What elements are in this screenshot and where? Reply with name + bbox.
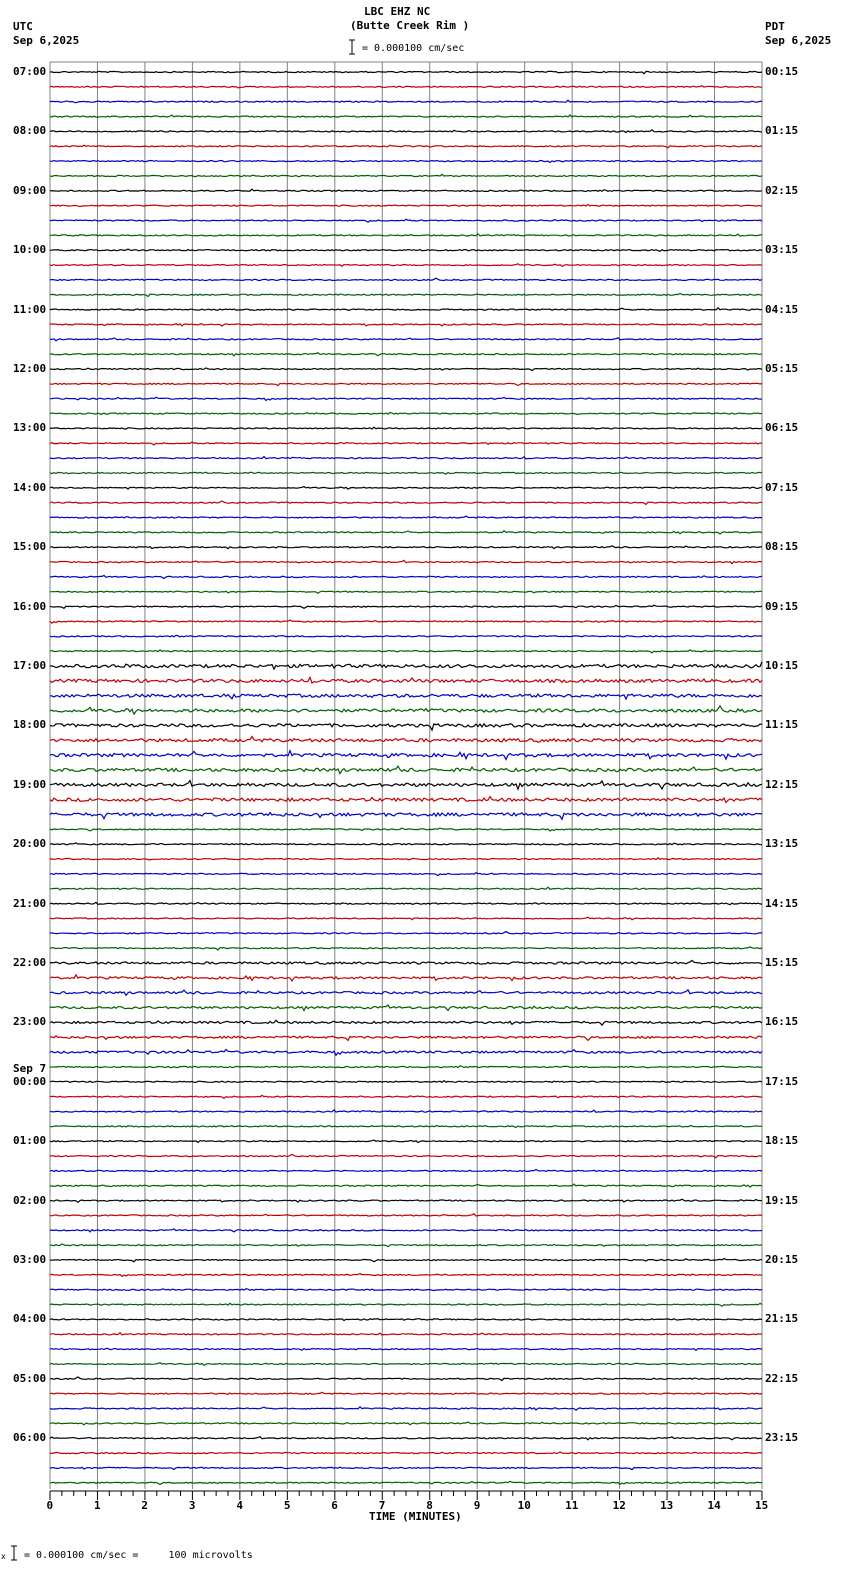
trace-13	[50, 264, 762, 267]
left-hour-label: 15:00	[13, 540, 47, 554]
left-hour-label: 23:00	[13, 1015, 47, 1029]
trace-74	[50, 1170, 762, 1172]
trace-50	[50, 813, 762, 820]
left-hour-label: 16:00	[13, 599, 47, 613]
trace-42	[50, 694, 762, 699]
x-tick-label-3: 3	[188, 1499, 196, 1512]
left-hour-label: 08:00	[13, 124, 47, 138]
x-tick-label-4: 4	[236, 1499, 243, 1512]
trace-63	[50, 1005, 762, 1011]
x-tick-label-7: 7	[378, 1499, 386, 1512]
trace-60	[50, 960, 762, 964]
right-hour-label: 19:15	[765, 1193, 799, 1207]
right-hour-label: 00:15	[765, 65, 799, 78]
date-change-label: Sep 7	[13, 1062, 47, 1075]
trace-58	[50, 932, 762, 934]
x-tick-label-1: 1	[93, 1499, 101, 1512]
trace-4	[50, 130, 762, 133]
trace-95	[50, 1481, 762, 1484]
left-hour-label: 20:00	[13, 837, 47, 851]
x-tick-label-0: 0	[46, 1499, 54, 1512]
trace-67	[50, 1066, 762, 1068]
trace-77	[50, 1214, 762, 1216]
left-hour-label: 07:00	[13, 65, 47, 78]
right-hour-label: 12:15	[765, 777, 799, 791]
trace-39	[50, 650, 762, 653]
left-hour-label: 12:00	[13, 362, 47, 375]
trace-24	[50, 427, 762, 429]
x-tick-label-14: 14	[707, 1499, 721, 1512]
trace-75	[50, 1184, 762, 1187]
time-axis	[50, 1491, 762, 1500]
trace-9	[50, 204, 762, 206]
right-hour-label: 09:15	[765, 599, 799, 613]
trace-55	[50, 887, 762, 890]
trace-36	[50, 605, 762, 608]
trace-17	[50, 324, 762, 327]
left-hour-label: 19:00	[13, 777, 47, 791]
trace-41	[50, 677, 762, 683]
trace-23	[50, 413, 762, 415]
trace-56	[50, 902, 762, 904]
trace-11	[50, 234, 762, 236]
trace-32	[50, 546, 762, 549]
trace-62	[50, 990, 762, 996]
left-date: Sep 6,2025	[13, 34, 80, 47]
trace-20	[50, 368, 762, 371]
trace-82	[50, 1289, 762, 1291]
right-hour-label: 15:15	[765, 956, 799, 969]
left-hour-label: 02:00	[13, 1193, 47, 1207]
right-hour-label: 01:15	[765, 124, 799, 138]
right-hour-label: 07:15	[765, 480, 799, 494]
trace-90	[50, 1407, 762, 1410]
left-hour-label: 22:00	[13, 956, 47, 969]
trace-2	[50, 100, 762, 103]
right-date: Sep 6,2025	[765, 34, 832, 47]
trace-19	[50, 353, 762, 356]
right-hour-label: 13:15	[765, 837, 799, 851]
x-tick-label-9: 9	[473, 1499, 481, 1512]
right-hour-label: 23:15	[765, 1431, 799, 1445]
trace-86	[50, 1348, 762, 1350]
x-tick-label-11: 11	[565, 1499, 579, 1512]
x-axis-label: TIME (MINUTES)	[369, 1510, 462, 1523]
right-hour-label: 03:15	[765, 243, 799, 257]
left-hour-label: 10:00	[13, 243, 47, 257]
trace-40	[50, 662, 762, 669]
trace-30	[50, 516, 762, 518]
trace-7	[50, 174, 762, 176]
trace-47	[50, 766, 762, 774]
trace-81	[50, 1274, 762, 1277]
right-timezone: PDT	[765, 20, 785, 33]
right-hour-label: 14:15	[765, 896, 799, 910]
trace-6	[50, 161, 762, 163]
x-tick-label-12: 12	[612, 1499, 626, 1512]
trace-12	[50, 249, 762, 251]
trace-45	[50, 737, 762, 743]
trace-71	[50, 1126, 762, 1128]
header-scale-text: = 0.000100 cm/sec	[362, 43, 465, 54]
trace-79	[50, 1244, 762, 1247]
right-hour-label: 08:15	[765, 540, 799, 554]
right-hour-label: 21:15	[765, 1312, 799, 1326]
trace-0	[50, 71, 762, 73]
right-hour-label: 05:15	[765, 362, 799, 375]
right-hour-label: 10:15	[765, 659, 799, 672]
x-tick-label-8: 8	[426, 1499, 433, 1512]
trace-18	[50, 338, 762, 341]
trace-49	[50, 797, 762, 803]
left-timezone: UTC	[13, 20, 33, 33]
trace-57	[50, 917, 762, 920]
trace-93	[50, 1452, 762, 1454]
trace-29	[50, 501, 762, 505]
trace-25	[50, 442, 762, 445]
trace-76	[50, 1199, 762, 1202]
trace-53	[50, 858, 762, 860]
trace-61	[50, 975, 762, 981]
left-hour-label: 18:00	[13, 718, 47, 732]
left-hour-label: 06:00	[13, 1431, 47, 1445]
trace-54	[50, 873, 762, 876]
x-tick-label-10: 10	[517, 1499, 531, 1512]
trace-21	[50, 383, 762, 385]
left-hour-label: 09:00	[13, 183, 47, 197]
station-location: (Butte Creek Rim )	[350, 19, 470, 32]
x-tick-label-15: 15	[755, 1499, 769, 1512]
trace-3	[50, 115, 762, 117]
trace-5	[50, 145, 762, 148]
trace-66	[50, 1050, 762, 1056]
right-hour-label: 11:15	[765, 718, 799, 732]
trace-89	[50, 1392, 762, 1394]
trace-16	[50, 308, 762, 310]
trace-14	[50, 278, 762, 280]
trace-69	[50, 1095, 762, 1098]
trace-43	[50, 706, 762, 714]
trace-92	[50, 1437, 762, 1440]
trace-91	[50, 1422, 762, 1425]
x-tick-label-2: 2	[141, 1499, 149, 1512]
trace-46	[50, 751, 762, 760]
trace-64	[50, 1020, 762, 1025]
trace-80	[50, 1259, 762, 1262]
trace-73	[50, 1154, 762, 1158]
trace-31	[50, 531, 762, 534]
left-hour-label: 11:00	[13, 302, 47, 316]
right-hour-label: 20:15	[765, 1253, 799, 1266]
trace-51	[50, 828, 762, 831]
x-tick-label-6: 6	[331, 1499, 338, 1512]
right-hour-label: 02:15	[765, 183, 799, 197]
trace-78	[50, 1229, 762, 1232]
trace-37	[50, 620, 762, 623]
seismic-traces	[50, 71, 762, 1484]
trace-84	[50, 1319, 762, 1321]
right-hour-label: 16:15	[765, 1015, 799, 1029]
trace-35	[50, 591, 762, 593]
trace-85	[50, 1333, 762, 1335]
trace-83	[50, 1303, 762, 1306]
trace-87	[50, 1363, 762, 1366]
left-hour-label: 05:00	[13, 1371, 47, 1385]
trace-65	[50, 1036, 762, 1041]
left-hour-label: 14:00	[13, 480, 47, 494]
trace-38	[50, 635, 762, 637]
trace-28	[50, 487, 762, 490]
trace-27	[50, 472, 762, 474]
trace-48	[50, 781, 762, 790]
trace-8	[50, 189, 762, 191]
trace-22	[50, 397, 762, 400]
left-hour-label: 01:00	[13, 1134, 47, 1148]
left-hour-label: 04:00	[13, 1312, 47, 1326]
trace-10	[50, 219, 762, 222]
left-hour-label: 00:00	[13, 1074, 47, 1088]
left-hour-label: 03:00	[13, 1253, 47, 1266]
trace-44	[50, 724, 762, 730]
trace-1	[50, 86, 762, 88]
right-hour-label: 04:15	[765, 302, 799, 316]
trace-26	[50, 457, 762, 459]
trace-52	[50, 843, 762, 845]
trace-34	[50, 576, 762, 579]
trace-68	[50, 1081, 762, 1083]
trace-70	[50, 1110, 762, 1112]
x-tick-label-5: 5	[283, 1499, 291, 1512]
right-hour-label: 22:15	[765, 1371, 799, 1385]
footer-scale-text: = 0.000100 cm/sec = 100 microvolts	[24, 1550, 253, 1561]
trace-15	[50, 293, 762, 296]
trace-94	[50, 1467, 762, 1470]
x-tick-label-13: 13	[660, 1499, 674, 1512]
trace-33	[50, 560, 762, 563]
left-hour-label: 13:00	[13, 421, 47, 435]
right-hour-label: 17:15	[765, 1074, 799, 1088]
trace-88	[50, 1377, 762, 1381]
footer-mark: x	[1, 1552, 6, 1561]
right-hour-label: 06:15	[765, 421, 799, 435]
left-hour-label: 17:00	[13, 659, 47, 672]
left-hour-label: 21:00	[13, 896, 47, 910]
trace-59	[50, 947, 762, 950]
right-hour-label: 18:15	[765, 1134, 799, 1148]
trace-72	[50, 1140, 762, 1143]
station-title: LBC EHZ NC	[364, 5, 431, 18]
